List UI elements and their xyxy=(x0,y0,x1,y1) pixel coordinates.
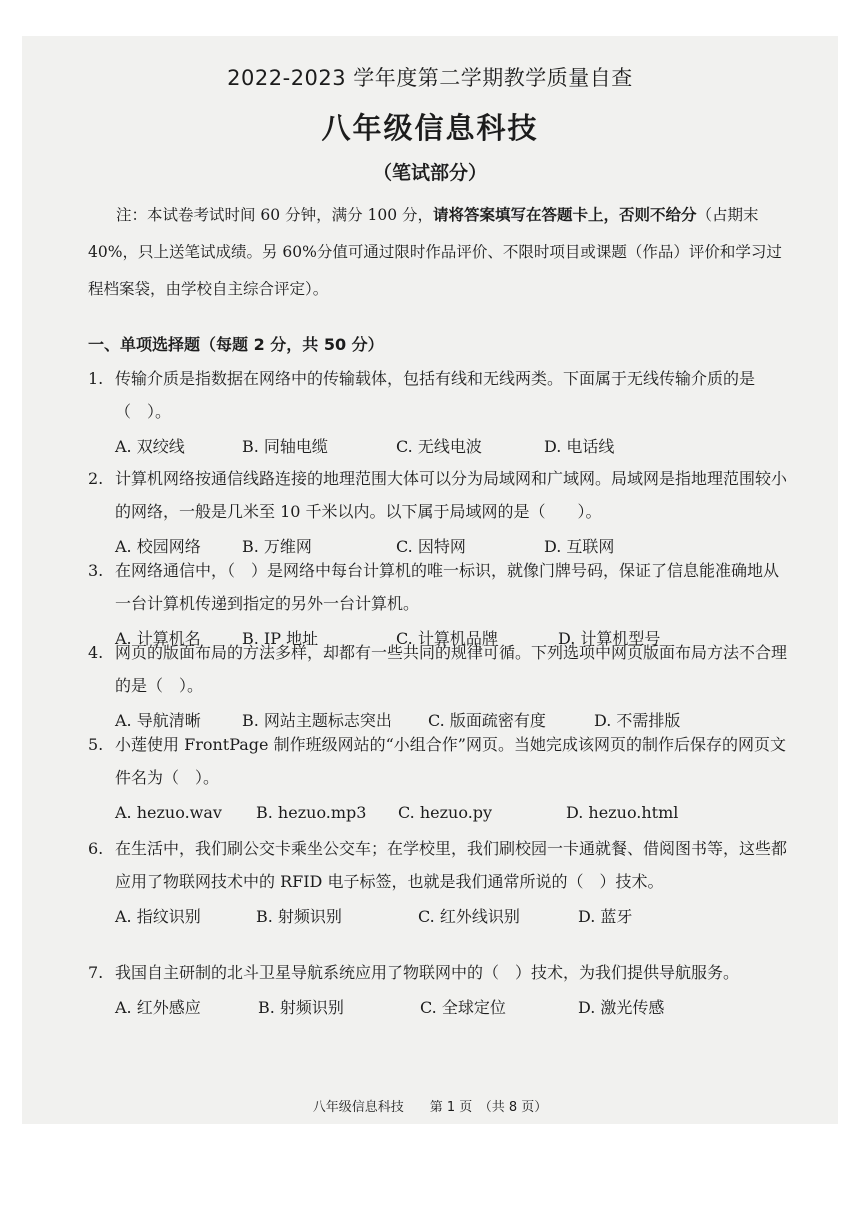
question-1 xyxy=(88,362,788,462)
section-title: 一、单项选择题（每题 2 分，共 50 分） xyxy=(88,335,384,354)
question-stem xyxy=(88,636,788,702)
option-a: A. 双绞线 xyxy=(115,437,185,456)
option-a: A. 导航清晰 xyxy=(115,711,201,730)
option-row xyxy=(88,900,788,932)
option-b: B. 网站主题标志突出 xyxy=(242,711,392,730)
question-text: 计算机网络按通信线路连接的地理范围大体可以分为局域网和广域网。局域网是指地理范围较小的网络，一般是几米至 10 千米以内。以下属于局域网的是（ ）。 xyxy=(115,469,788,521)
question-stem xyxy=(88,554,788,620)
option-a: A. 计算机名 xyxy=(115,629,201,648)
option-c: C. 无线电波 xyxy=(396,437,482,456)
option-row xyxy=(88,430,788,462)
notice-rest: （占期末 40%，只上送笔试成绩。另 60%分值可通过限时作品评价、不限时项目或课题（作品）评价和学习过程档案袋，由学校自主综合评定）。 xyxy=(88,206,782,298)
question-2 xyxy=(88,462,788,562)
question-number: 1. xyxy=(88,369,104,388)
page-footer: 八年级信息科技 第 1 页 （共 8 页） xyxy=(312,1100,548,1115)
question-number: 4. xyxy=(88,643,104,662)
option-row xyxy=(88,796,788,828)
question-stem xyxy=(88,728,788,794)
option-d: D. 电话线 xyxy=(544,437,615,456)
option-c: C. 计算机品牌 xyxy=(396,629,498,648)
option-b: B. hezuo.mp3 xyxy=(256,803,367,822)
option-d: D. 计算机型号 xyxy=(558,629,661,648)
option-d: D. hezuo.html xyxy=(566,803,679,822)
exam-page xyxy=(22,36,838,1124)
option-a: A. 校园网络 xyxy=(115,537,201,556)
question-7 xyxy=(88,956,788,1023)
option-b: B. 射频识别 xyxy=(258,998,344,1017)
question-text: 网页的版面布局的方法多样，却都有一些共同的规律可循。下列选项中网页版面布局方法不合理的是（ ）。 xyxy=(115,643,788,695)
option-row xyxy=(88,991,788,1023)
option-a: A. hezuo.wav xyxy=(115,803,222,822)
exam-notice xyxy=(88,196,784,308)
question-number: 5. xyxy=(88,735,104,754)
notice-lead: 注：本试卷考试时间 60 分钟，满分 100 分， xyxy=(116,206,434,224)
question-text: 我国自主研制的北斗卫星导航系统应用了物联网中的（ ）技术，为我们提供导航服务。 xyxy=(115,963,740,982)
option-d: D. 互联网 xyxy=(544,537,615,556)
question-4 xyxy=(88,636,788,736)
option-b: B. 同轴电缆 xyxy=(242,437,328,456)
question-text: 小莲使用 FrontPage 制作班级网站的“小组合作”网页。当她完成该网页的制作后保存的网页文件名为（ ）。 xyxy=(115,735,786,787)
question-text: 在网络通信中，（ ）是网络中每台计算机的唯一标识，就像门牌号码，保证了信息能准确地从一台计算机传递到指定的另外一台计算机。 xyxy=(115,561,780,613)
question-number: 7. xyxy=(88,963,104,982)
option-c: C. 全球定位 xyxy=(420,998,506,1017)
option-c: C. 红外线识别 xyxy=(418,907,520,926)
option-a: A. 指纹识别 xyxy=(115,907,201,926)
option-c: C. 版面疏密有度 xyxy=(428,711,546,730)
question-stem xyxy=(88,956,788,989)
question-text: 在生活中，我们刷公交卡乘坐公交车；在学校里，我们刷校园一卡通就餐、借阅图书等，这些都应用了物联网技术中的 RFID 电子标签，也就是我们通常所说的（ ）技术。 xyxy=(115,839,788,891)
exam-term-heading: 2022-2023 学年度第二学期教学质量自查 xyxy=(227,66,633,90)
option-c: C. hezuo.py xyxy=(398,803,493,822)
question-number: 2. xyxy=(88,469,104,488)
question-6 xyxy=(88,832,788,932)
option-a: A. 红外感应 xyxy=(115,998,201,1017)
option-b: B. IP 地址 xyxy=(242,629,319,648)
question-5 xyxy=(88,728,788,828)
question-stem xyxy=(88,362,788,428)
option-b: B. 射频识别 xyxy=(256,907,342,926)
notice-bold: 请将答案填写在答题卡上，否则不给分 xyxy=(433,205,697,224)
question-stem xyxy=(88,832,788,898)
exam-subtitle: （笔试部分） xyxy=(372,162,487,184)
question-number: 3. xyxy=(88,561,104,580)
option-c: C. 因特网 xyxy=(396,537,466,556)
question-number: 6. xyxy=(88,839,104,858)
option-d: D. 不需排版 xyxy=(594,711,681,730)
option-d: D. 蓝牙 xyxy=(578,907,633,926)
question-text: 传输介质是指数据在网络中的传输载体，包括有线和无线两类。下面属于无线传输介质的是（ ）。 xyxy=(115,369,756,421)
option-b: B. 万维网 xyxy=(242,537,312,556)
question-stem xyxy=(88,462,788,528)
exam-title: 八年级信息科技 xyxy=(321,111,539,145)
option-d: D. 激光传感 xyxy=(578,998,665,1017)
